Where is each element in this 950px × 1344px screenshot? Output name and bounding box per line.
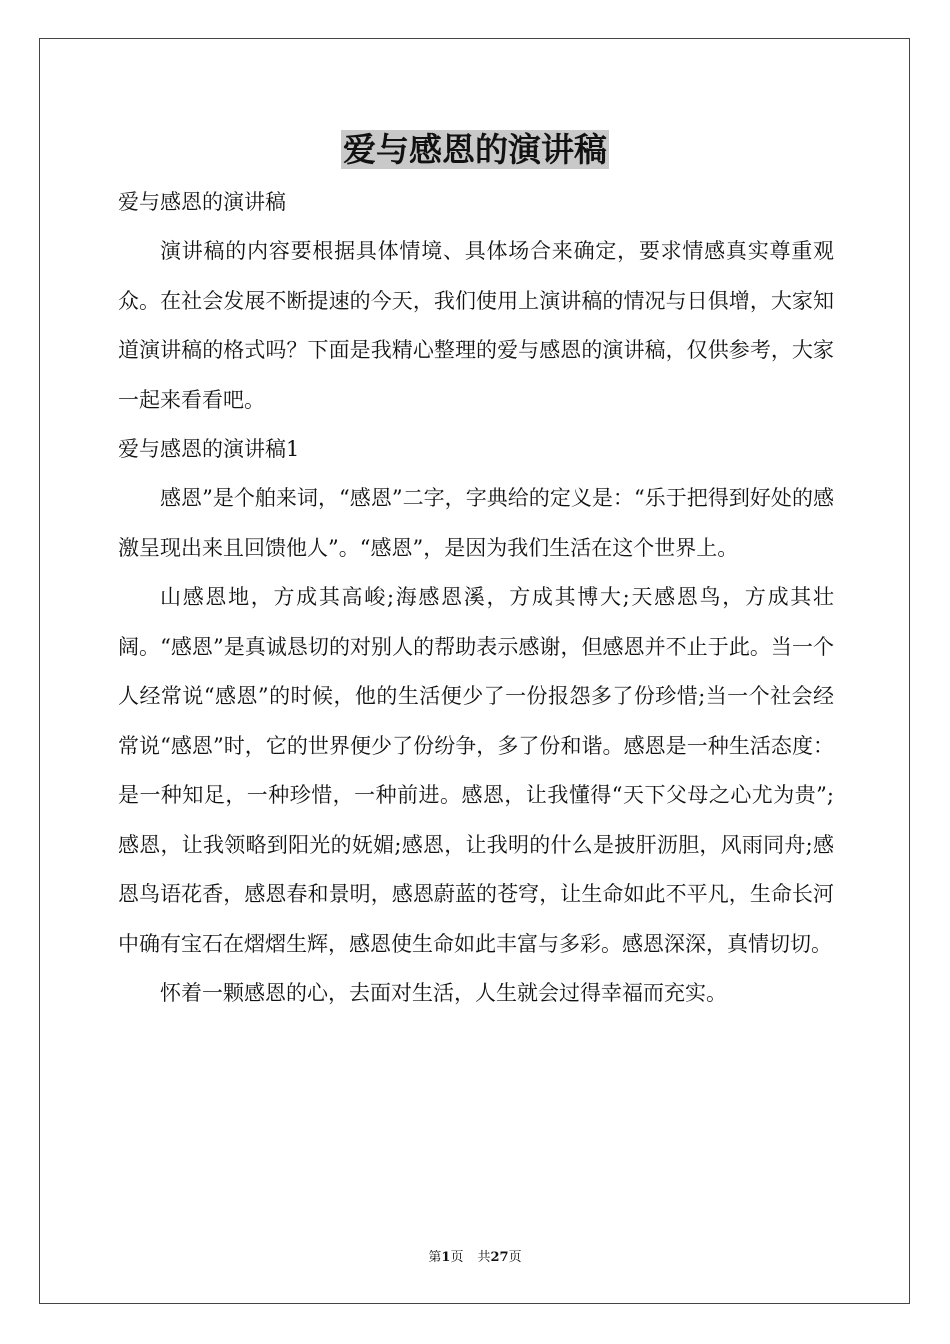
page-suffix: 页 (450, 1250, 464, 1265)
page-prefix: 第 (428, 1250, 442, 1265)
total-prefix: 共 (477, 1250, 491, 1265)
page-footer (0, 1249, 950, 1267)
intro-paragraph: 演讲稿的内容要根据具体情境、具体场合来确定，要求情感真实尊重观众。在社会发展不断提速的今天，我们使用上演讲稿的情况与日俱增，大家知道演讲稿的格式吗？下面是我精心整理的爱与感恩的演讲稿，仅供参考，大家一起来看看吧。 (118, 239, 834, 412)
document-title (0, 128, 950, 172)
total-suffix: 页 (508, 1250, 522, 1265)
document-subtitle: 爱与感恩的演讲稿 (118, 190, 286, 214)
document-title-text: 爱与感恩的演讲稿 (343, 130, 607, 169)
body-paragraph: 山感恩地，方成其高峻;海感恩溪，方成其博大;天感恩鸟，方成其壮阔。“感恩”是真诚恳切的对别人的帮助表示感谢，但感恩并不止于此。当一个人经常说“感恩”的时候，他的生活便少了一份报怨多了份珍惜;当一个社会经常说“感恩”时，它的世界便少了份纷争，多了份和谐。感恩是一种生活态度：是一种知足，一种珍惜，一种前进。感恩，让我懂得“天下父母之心尤为贵”;感恩，让我领略到阳光的妩媚;感恩，让我明的什么是披肝沥胆，风雨同舟;感恩鸟语花香，感恩春和景明，感恩蔚蓝的苍穹，让生命如此不平凡，生命长河中确有宝石在熠熠生辉，感恩使生命如此丰富与多彩。感恩深深，真情切切。 (118, 585, 834, 956)
document-body (118, 178, 834, 1019)
section-heading: 爱与感恩的演讲稿1 (118, 437, 300, 461)
body-paragraph: 怀着一颗感恩的心，去面对生活，人生就会过得幸福而充实。 (160, 981, 727, 1005)
page-number: 1 (441, 1250, 451, 1265)
total-pages: 27 (490, 1250, 509, 1265)
body-paragraph: 感恩”是个舶来词，“感恩”二字，字典给的定义是：“乐于把得到好处的感激呈现出来且回馈他人”。“感恩”，是因为我们生活在这个世界上。 (118, 486, 834, 560)
